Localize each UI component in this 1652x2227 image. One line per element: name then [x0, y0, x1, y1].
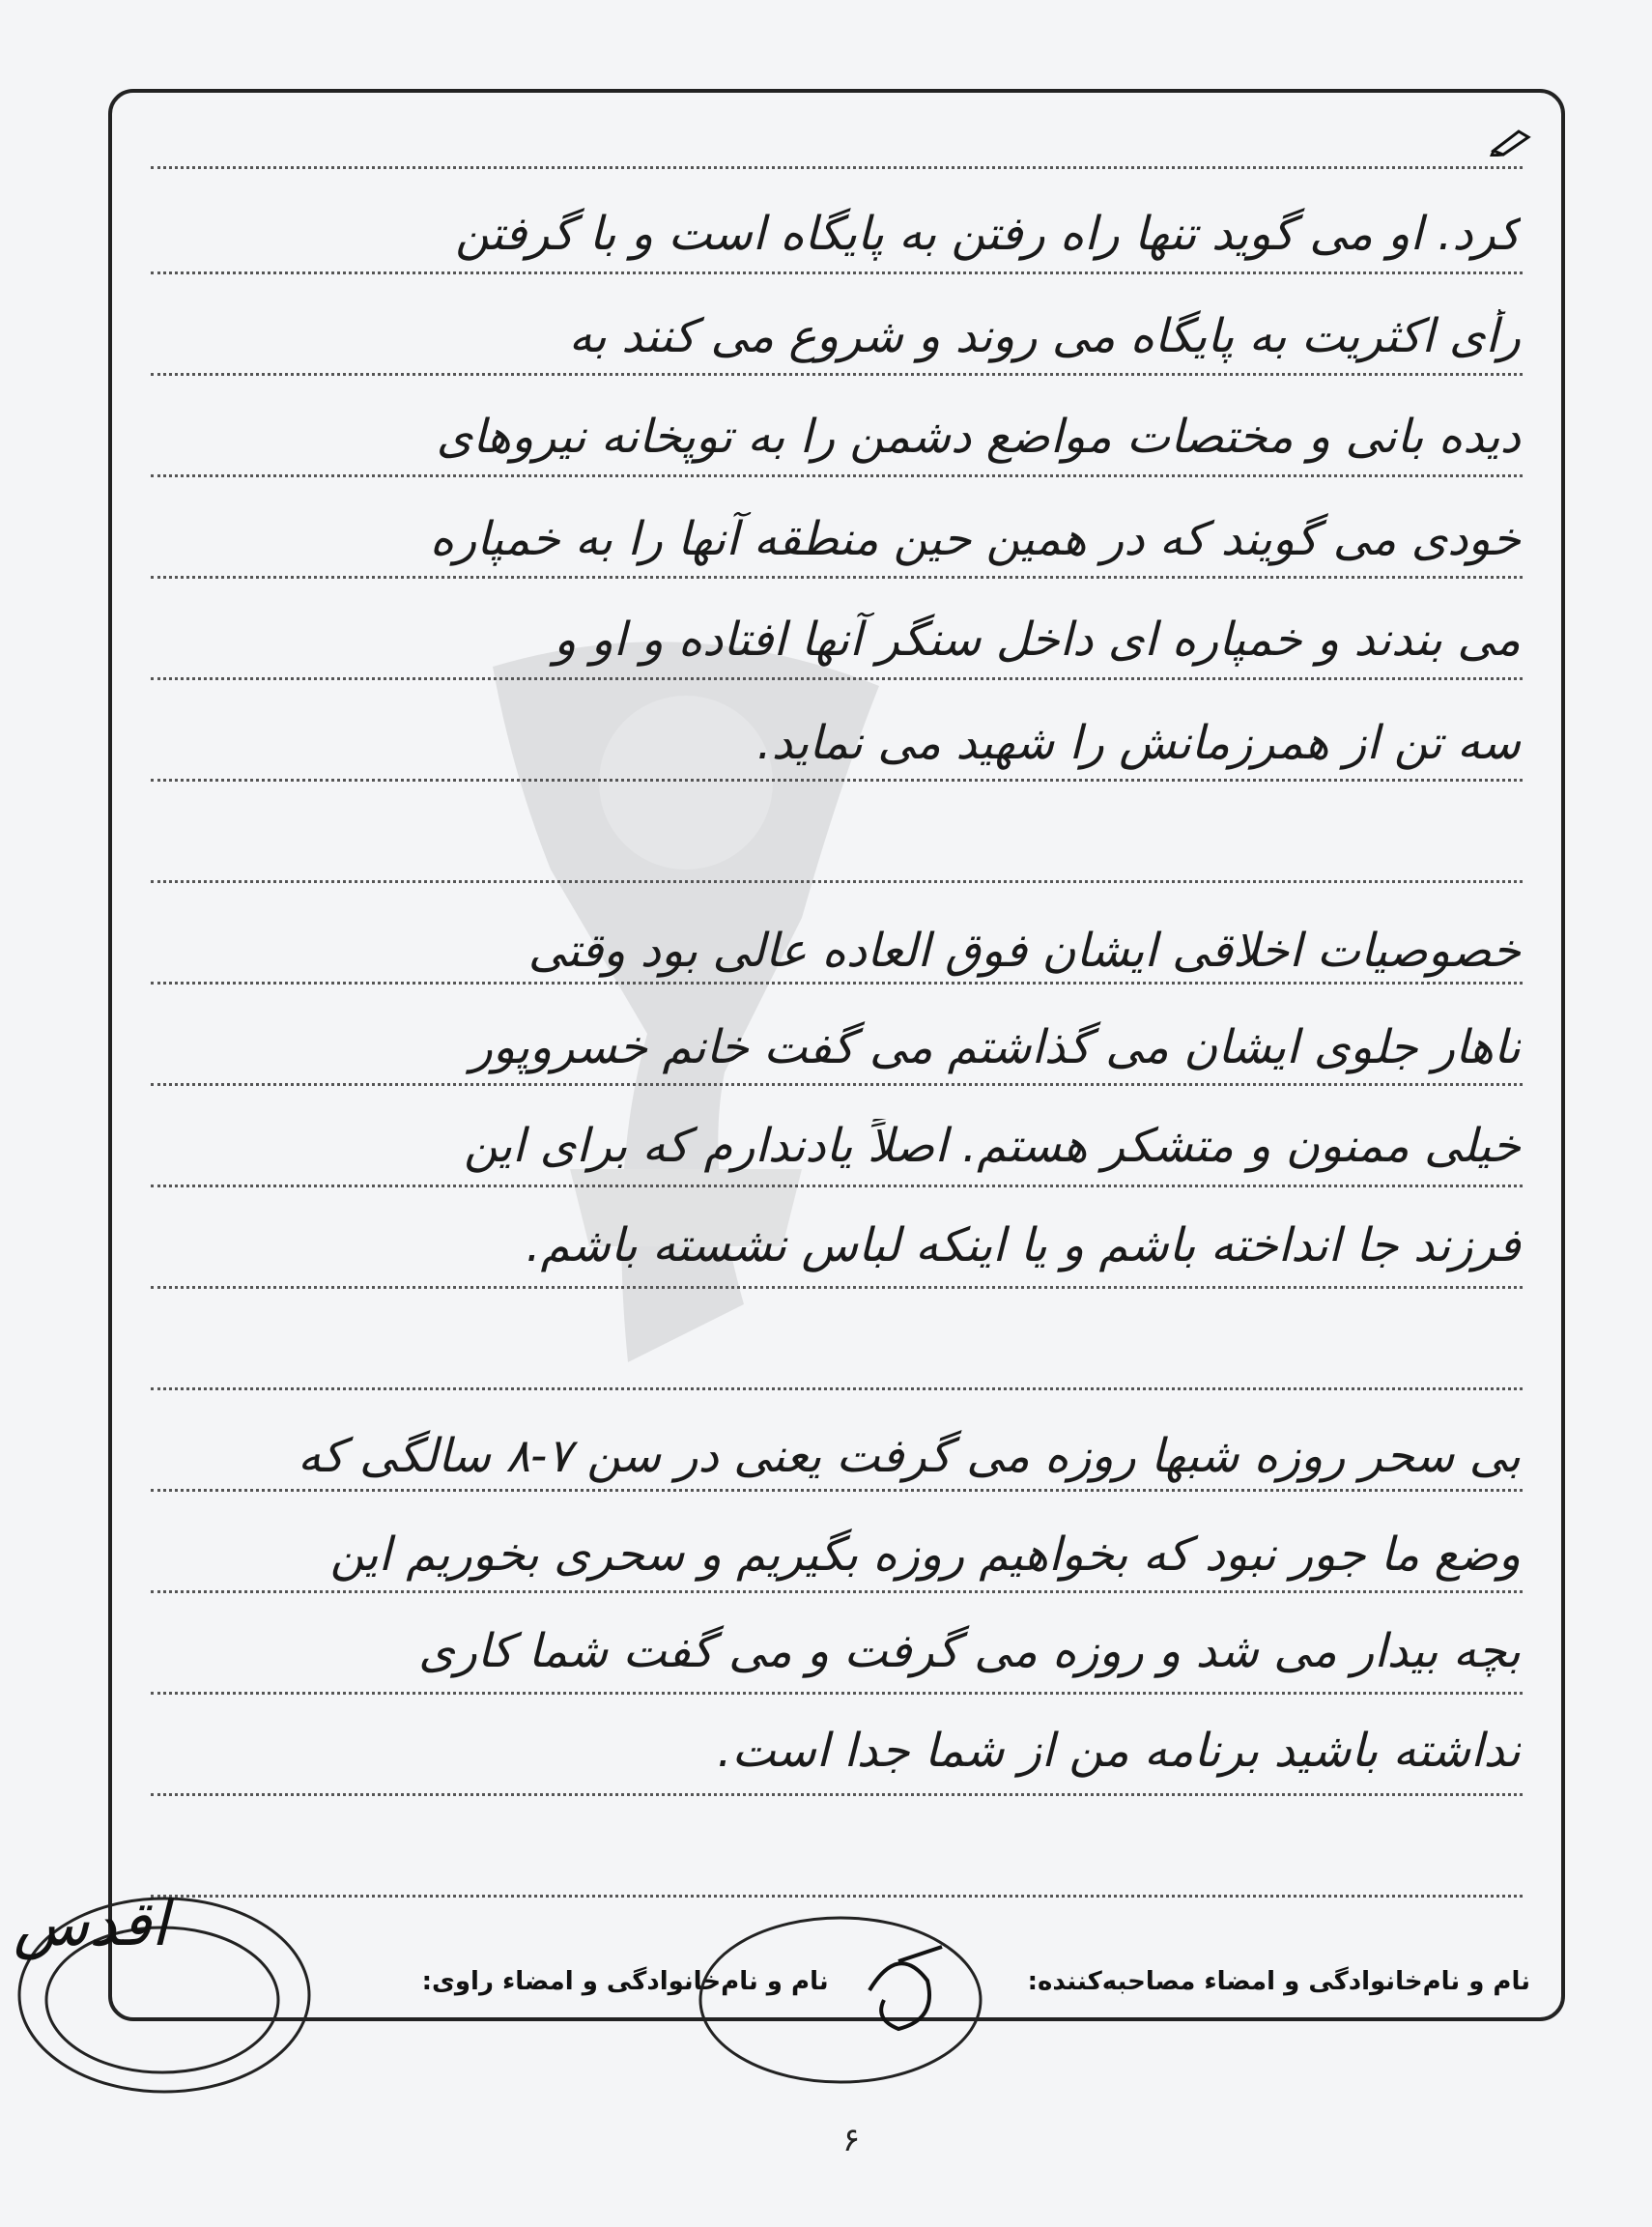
text-line: می بندند و خمپاره ای داخل سنگر آنها افتاده و او و [554, 613, 1521, 667]
text-line: وضع ما جور نبود که بخواهیم روزه بگیریم و سحری بخوریم این [329, 1527, 1521, 1582]
ruled-line [151, 1083, 1523, 1086]
text-line: سه تن از همرزمانش را شهید می نماید. [756, 716, 1521, 770]
ruled-line [151, 1590, 1523, 1593]
ruled-line [151, 1895, 1523, 1898]
text-line: دیده بانی و مختصات مواضع دشمن را به توپخانه نیروهای [436, 410, 1521, 464]
footer-signature-row [141, 1967, 1530, 1996]
ruled-line [151, 880, 1523, 883]
ruled-line [151, 576, 1523, 579]
ruled-line [151, 1692, 1523, 1695]
ruled-line [151, 1793, 1523, 1796]
ruled-line [151, 1185, 1523, 1187]
text-line: خصوصیات اخلاقی ایشان فوق العاده عالی بود وقتی [527, 924, 1521, 978]
ruled-line [151, 1489, 1523, 1492]
page-frame [108, 89, 1565, 2021]
ruled-line [151, 373, 1523, 376]
ruled-line [151, 779, 1523, 782]
text-line: ناهار جلوی ایشان می گذاشتم می گفت خانم خسروپور [470, 1020, 1521, 1074]
ruled-line [151, 474, 1523, 477]
text-line: نداشته باشید برنامه من از شما جدا است. [717, 1724, 1521, 1778]
ruled-line [151, 271, 1523, 274]
text-line: خودی می گویند که در همین حین منطقه آنها را به خمپاره [429, 512, 1521, 566]
ruled-line [151, 1286, 1523, 1289]
text-line: کرد. او می گوید تنها راه رفتن به پایگاه است و با گرفتن [455, 207, 1521, 261]
ruled-line [151, 166, 1523, 169]
narrator-signature-label: نام و نام‌خانوادگی و امضاء راوی: [421, 1967, 829, 1996]
page-number: ۶ [842, 2121, 861, 2159]
narrator-signature: اقدس [14, 1889, 169, 1960]
pen-icon [1490, 128, 1532, 157]
ruled-line [151, 982, 1523, 985]
ruled-line [151, 1387, 1523, 1390]
text-line: فرزند جا انداخته باشم و یا اینکه لباس نشسته باشم. [526, 1218, 1521, 1272]
text-line: خیلی ممنون و متشکر هستم. اصلاً یادندارم که برای این [464, 1119, 1521, 1173]
ruled-line [151, 677, 1523, 680]
text-line: رأی اکثریت به پایگاه می روند و شروع می کنند به [568, 309, 1521, 363]
interviewer-signature-label: نام و نام‌خانوادگی و امضاء مصاحبه‌کننده: [1027, 1967, 1530, 1996]
text-line: بچه بیدار می شد و روزه می گرفت و می گفت شما کاری [418, 1624, 1521, 1678]
text-line: بی سحر روزه شبها روزه می گرفت یعنی در سن ۷-۸ سالگی که [298, 1429, 1521, 1483]
